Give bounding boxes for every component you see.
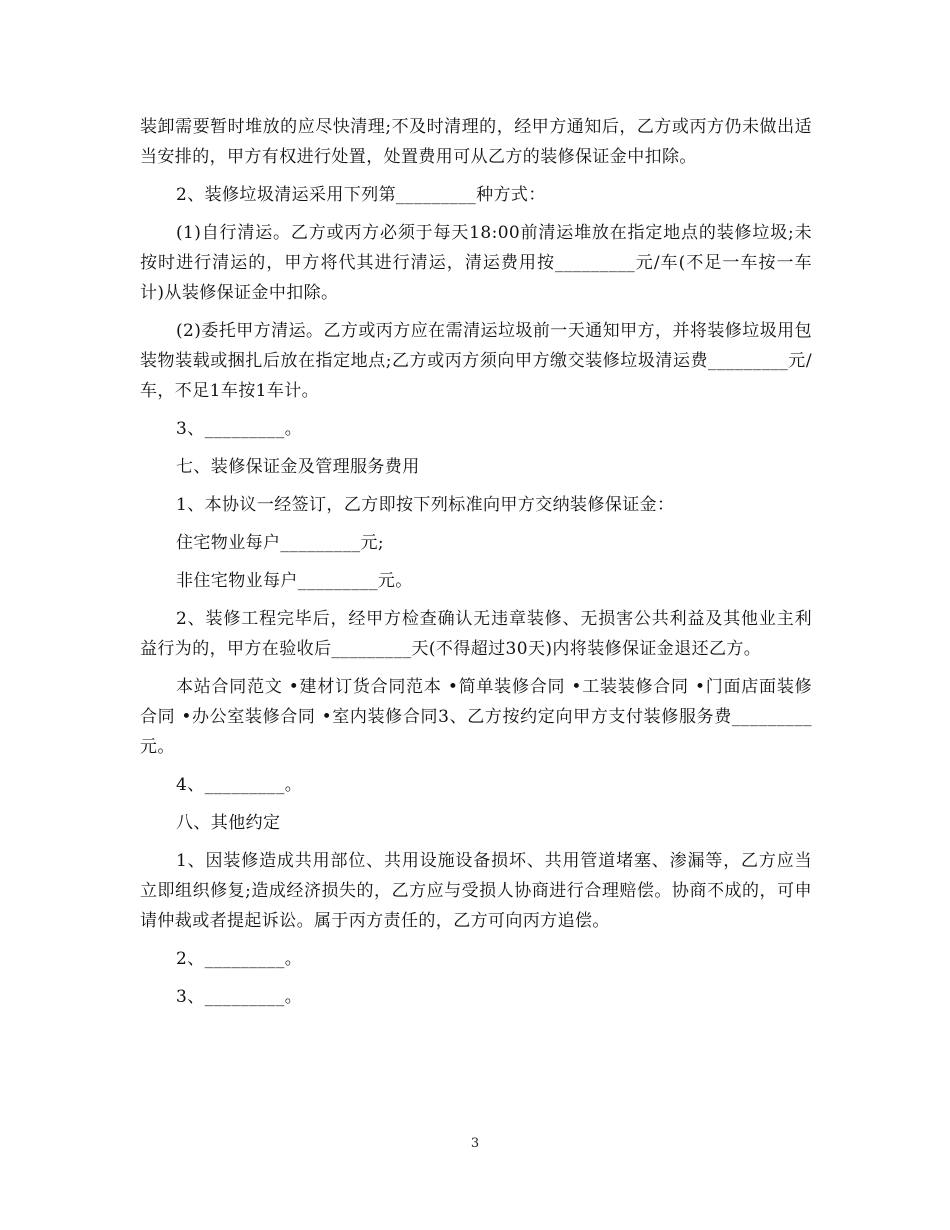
section-heading-8: 八、其他约定 <box>176 813 281 833</box>
paragraph-15: 2、_________。 <box>176 949 303 969</box>
paragraph-9: 非住宅物业每户_________元。 <box>176 571 413 591</box>
paragraph-2: 2、装修垃圾清运采用下列第_________种方式： <box>176 185 546 205</box>
section-heading-7: 七、装修保证金及管理服务费用 <box>176 457 420 477</box>
paragraph-8: 住宅物业每户_________元; <box>176 533 385 553</box>
paragraph-3: (1)自行清运。乙方或丙方必须于每天18:00前清运堆放在指定地点的装修垃圾;未按时进行清运的，甲方将代其进行清运，清运费用按_________元/车(不足一车按一车计)从装修保证金中扣除。 <box>140 223 812 303</box>
paragraph-11: 本站合同范文 •建材订货合同范本 •简单装修合同 •工装装修合同 •门面店面装修合同 •办公室装修合同 •室内装修合同3、乙方按约定向甲方支付装修服务费_________元。 <box>140 677 812 757</box>
paragraph-4: (2)委托甲方清运。乙方或丙方应在需清运垃圾前一天通知甲方，并将装修垃圾用包装物装载或捆扎后放在指定地点;乙方或丙方须向甲方缴交装修垃圾清运费_________元/车，不足1车按1车计。 <box>140 321 812 401</box>
paragraph-5: 3、_________。 <box>176 419 303 439</box>
paragraph-16: 3、_________。 <box>176 987 303 1007</box>
paragraph-12: 4、_________。 <box>176 775 303 795</box>
paragraph-7: 1、本协议一经签订，乙方即按下列标准向甲方交纳装修保证金： <box>176 495 675 515</box>
paragraph-10: 2、装修工程完毕后，经甲方检查确认无违章装修、无损害公共利益及其他业主利益行为的，甲方在验收后_________天(不得超过30天)内将装修保证金退还乙方。 <box>140 609 812 659</box>
paragraph-1: 装卸需要暂时堆放的应尽快清理;不及时清理的，经甲方通知后，乙方或丙方仍未做出适当安排的，甲方有权进行处置，处置费用可从乙方的装修保证金中扣除。 <box>140 117 812 167</box>
paragraph-14: 1、因装修造成共用部位、共用设施设备损坏、共用管道堵塞、渗漏等，乙方应当立即组织修复;造成经济损失的，乙方应与受损人协商进行合理赔偿。协商不成的，可申请仲裁或者提起诉讼。属于丙方责任的，乙方可向丙方追偿。 <box>140 851 812 931</box>
document-body <box>140 112 812 1020</box>
page-number: 3 <box>470 1136 480 1151</box>
